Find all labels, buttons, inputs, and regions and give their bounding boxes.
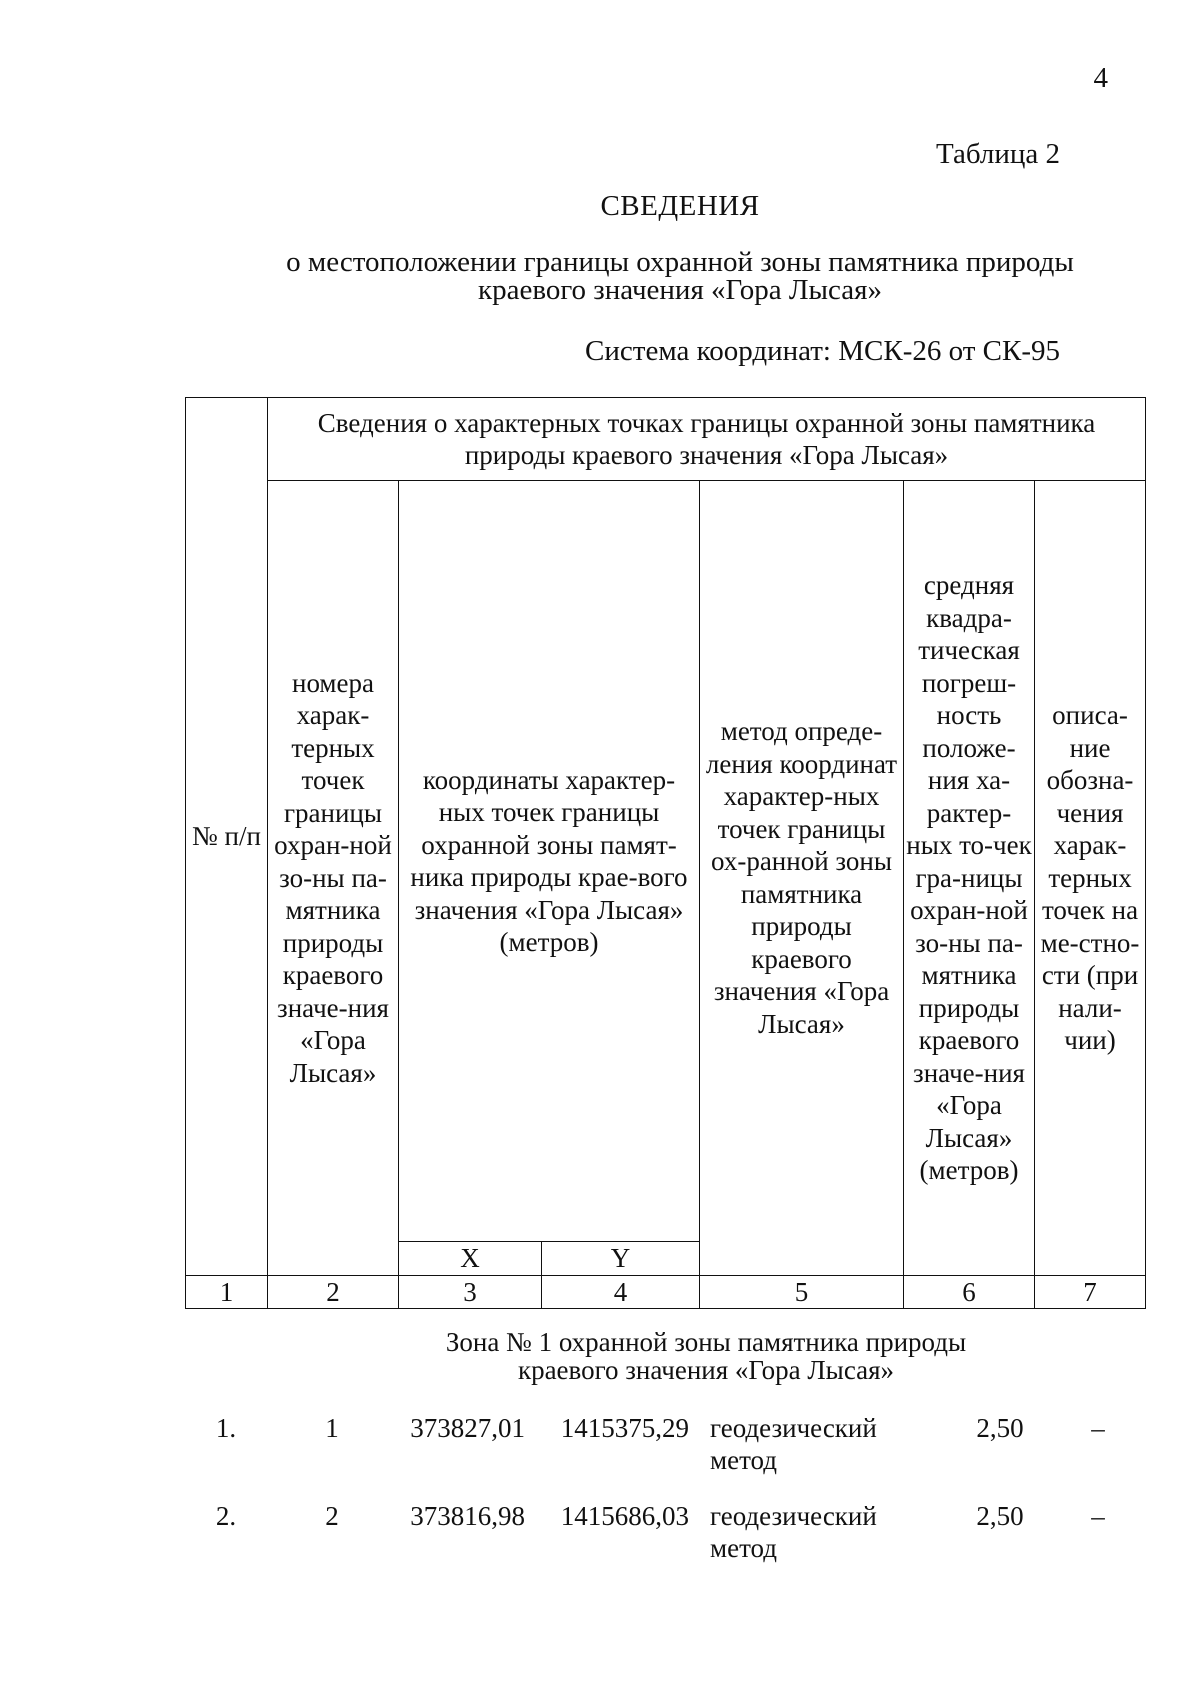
description: –	[1091, 1413, 1105, 1443]
header-row-group	[186, 398, 1146, 481]
coordinate-system: Система координат: МСК-26 от СК-95	[585, 335, 1060, 367]
header-col-no: № п/п	[186, 398, 268, 1276]
header-coordinates: координаты характер-ных точек границы охранной зоны памят-ника природы крае-вого значения «Гора Лысая» (метров)	[399, 481, 700, 1242]
document-subtitle	[0, 248, 1200, 304]
header-method: метод опреде-ления координат характер-ных точек границы ох-ранной зоны памятника природы краевого значения «Гора Лысая»	[700, 481, 904, 1276]
col-number-4: 4	[542, 1275, 700, 1309]
header-row-columns	[186, 481, 1146, 1242]
col-number-7: 7	[1035, 1275, 1146, 1309]
method: геодезический метод	[710, 1413, 877, 1475]
header-x: X	[399, 1242, 542, 1276]
point-number: 2	[325, 1501, 339, 1531]
subtitle-line-2: краевого значения «Гора Лысая»	[478, 274, 882, 306]
subtitle-line-1: о местоположении границы охранной зоны памятника природы	[286, 246, 1074, 278]
table-row	[0, 1500, 1200, 1580]
col-number-1: 1	[186, 1275, 268, 1309]
header-description: описа-ние обозна-чения харак-терных точек на ме-стно-сти (при нали-чии)	[1035, 481, 1146, 1276]
point-number: 1	[325, 1413, 339, 1443]
zone-title-line-2: краевого значения «Гора Лысая»	[517, 1355, 895, 1385]
coordinate-y: 1415375,29	[560, 1413, 689, 1443]
header-group: Сведения о характерных точках границы охранной зоны памятника природы краевого значения «Гора Лысая»	[268, 398, 1146, 481]
page-number: 4	[1093, 62, 1108, 94]
coordinate-x: 373816,98	[410, 1501, 525, 1531]
zone-title-line-1: Зона № 1 охранной зоны памятника природы	[445, 1327, 967, 1357]
col-number-2: 2	[268, 1275, 399, 1309]
method: геодезический метод	[710, 1501, 877, 1563]
header-error: средняя квадра-тическая погреш-ность положе-ния ха-рактер-ных то-чек гра-ницы охран-ной зо-ны па-мятника природы краевого значе-ния «Гора Лысая» (метров)	[904, 481, 1035, 1276]
column-number-row	[186, 1275, 1146, 1309]
header-y: Y	[542, 1242, 700, 1276]
document-title: СВЕДЕНИЯ	[600, 190, 760, 222]
coordinate-y: 1415686,03	[560, 1501, 689, 1531]
row-number: 2.	[215, 1501, 237, 1531]
table-label: Таблица 2	[935, 138, 1060, 170]
error-value: 2,50	[976, 1413, 1024, 1443]
col-number-5: 5	[700, 1275, 904, 1309]
col-number-6: 6	[904, 1275, 1035, 1309]
coordinate-x: 373827,01	[410, 1413, 525, 1443]
header-point-numbers: номера харак-терных точек границы охран-ной зо-ны па-мятника природы краевого значе-ния «Гора Лысая»	[268, 481, 399, 1276]
table-row	[0, 1412, 1200, 1492]
col-number-3: 3	[399, 1275, 542, 1309]
zone-title	[0, 1328, 1200, 1384]
description: –	[1091, 1501, 1105, 1531]
error-value: 2,50	[976, 1501, 1024, 1531]
boundary-points-table	[185, 397, 1146, 1309]
row-number: 1.	[215, 1413, 237, 1443]
